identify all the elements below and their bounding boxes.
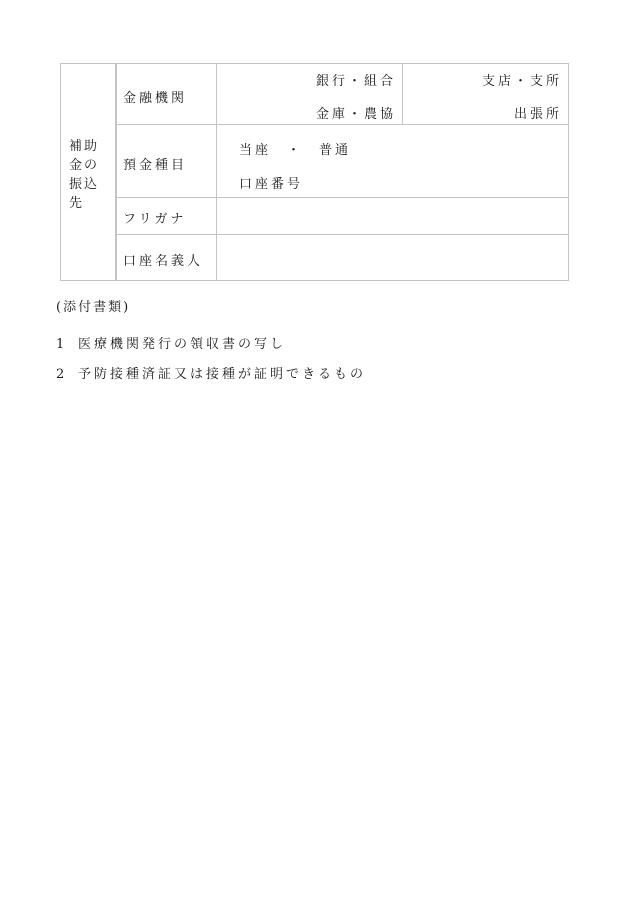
attachment-item [56, 333, 286, 352]
bank-transfer-table [60, 63, 569, 281]
section-label [69, 137, 109, 213]
section-label-line: 金の [69, 158, 100, 173]
section-label-line: 振込 [69, 177, 100, 192]
section-label-line: 補助 [69, 139, 100, 154]
section-cell [60, 63, 116, 281]
section-label-line: 先 [69, 196, 85, 211]
account-holder-label: 口座名義人 [123, 254, 204, 269]
attachment-text: 予防接種済証又は接種が証明できるもの [78, 367, 367, 382]
deposit-type-label-cell [116, 124, 217, 198]
branch-types-line2: 出張所 [513, 107, 562, 122]
furigana-field[interactable] [216, 197, 569, 235]
deposit-type-options: 当座 ・ 普通 [239, 143, 352, 158]
deposit-type-label: 預金種目 [123, 158, 188, 173]
bank-name-field[interactable] [216, 63, 403, 125]
furigana-label-cell [116, 197, 217, 235]
bank-types-line1: 銀行・組合 [315, 74, 396, 89]
account-holder-label-cell [116, 234, 217, 281]
deposit-type-field[interactable] [216, 124, 569, 198]
branch-name-field[interactable] [402, 63, 569, 125]
branch-types-line1: 支店・支所 [481, 74, 562, 89]
bank-types-line2: 金庫・農協 [315, 107, 396, 122]
attachment-item [56, 363, 366, 382]
attachment-text: 医療機関発行の領収書の写し [78, 337, 287, 352]
institution-label-cell [116, 63, 217, 125]
account-number-label: 口座番号 [239, 177, 304, 192]
attachment-number: 2 [56, 367, 65, 382]
institution-label: 金融機関 [123, 91, 188, 106]
attachment-number: 1 [56, 337, 65, 352]
furigana-label: フリガナ [123, 212, 187, 227]
attachments-heading: (添付書類) [56, 300, 131, 315]
account-holder-field[interactable] [216, 234, 569, 281]
